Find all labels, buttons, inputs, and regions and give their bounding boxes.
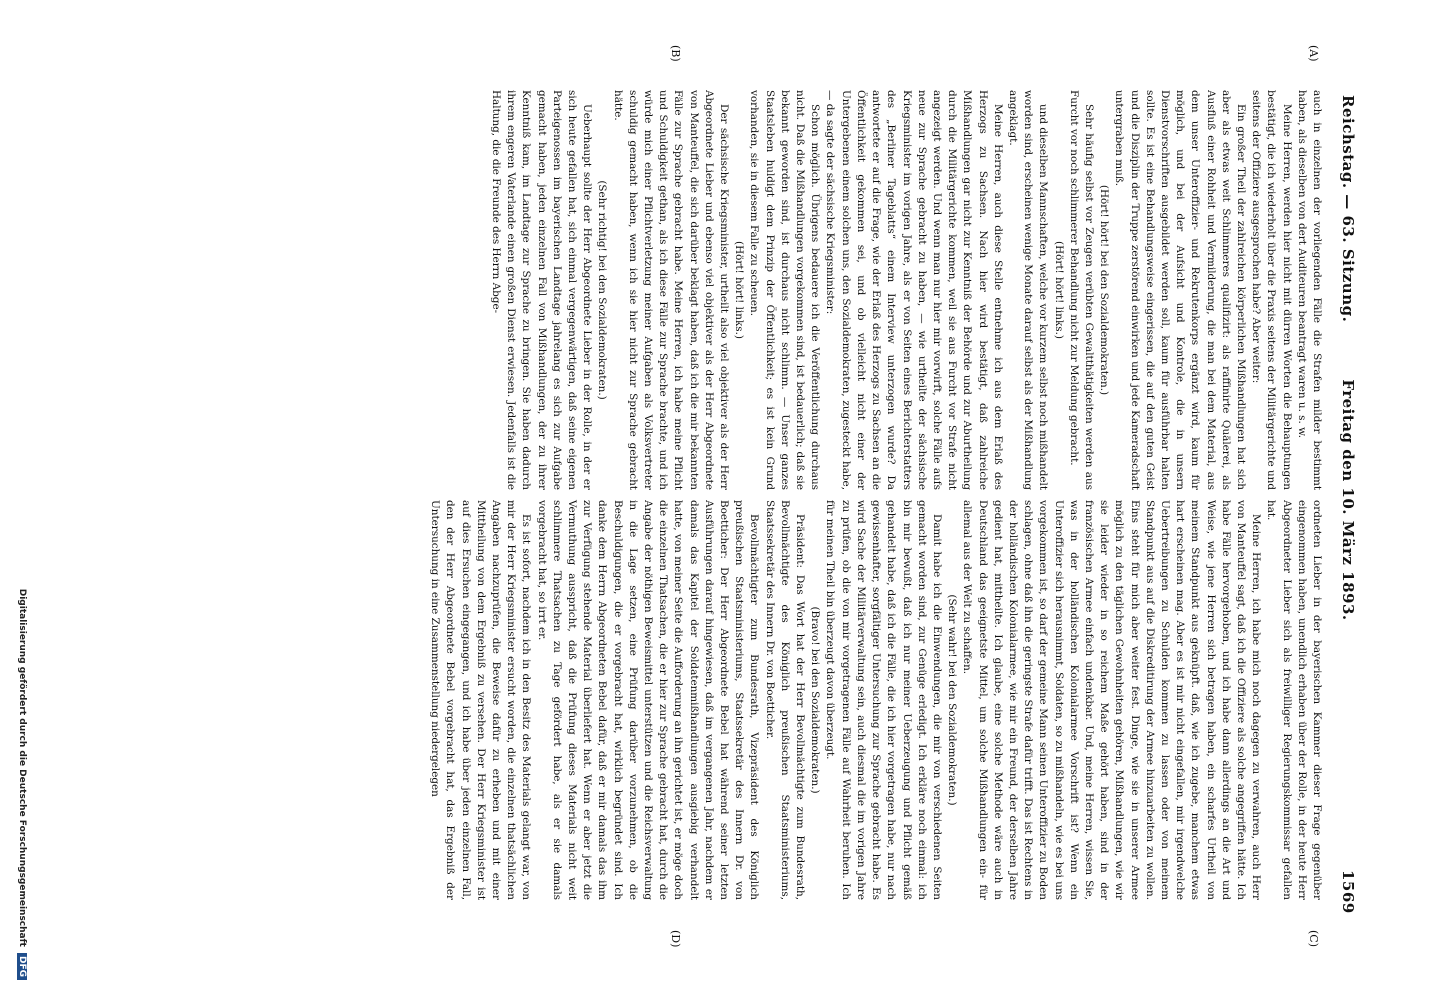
paragraph: Präsident: Das Wort hat der Herr Bevollmächtigte zum Bundesrath, Bevollmächtigte des Königlich preußischen Staatsministeriums, Staatssekretär des Innern Dr. von Boetticher. bbox=[763, 500, 807, 900]
paragraph: Meine Herren, auch diese Stelle entnehme ich aus dem Erlaß des Herzogs zu Sachsen. Nach hier wird bestätigt, daß zahlreiche Mißhandlungen gar nicht zur Kenntniß der Behörde und zur Aburtheilung durch die Militärgerichte kommen, weil sie aus Furcht vor Strafe nicht angezeigt werden. Und wenn man nur hier mir vorwirft, solche Fälle aufs neue zur Sprache gebracht zu haben, — wie urtheilte der sächsische Kriegsminister im vorigen Jahre, als er von Seiten eines Berichterstatters des „Berliner Tageblatts“ einem Interview unterzogen wurde? Da antwortete er auf die Frage, wie der Erlaß des Herzogs zu Sachsen an die Öffentlichkeit gekommen sei, und ob vielleicht nicht einer der Untergebenen einem solchen uns, den Sozialdemokraten, zugesteckt habe, — da sagte der sächsische Kriegsminister: bbox=[824, 90, 1004, 490]
paragraph: Damit habe ich die Einwendungen, die mir von verschiedenen Seiten gemacht worden sind, zur Genüge erledigt. Ich erkläre noch einmal: ich bin mir bewußt, daß ich nur meiner Ueberzeugung und Pflicht gemäß gehandelt habe, daß ich die Fälle, die ich hier vorgetragen habe, nur nach gewissenhafter, sorgfältiger Untersuchung zur Sprache gebracht habe. Es wird Sache der Militärverwaltung sein, auch diesmal die im vorigen Jahre zu prüfen, ob die von mir vorgetragenen Fälle auf Wahrheit beruhen. Ich für meinen Theil bin überzeugt davon überzeugt. bbox=[824, 500, 943, 900]
paragraph: Schon möglich. Übrigens bedauere ich die Veröffentlichung durchaus nicht. Daß die Mißhandlungen vorgekommen sind, ist bedauerlich; daß sie bekannt geworden sind, ist durchaus nicht schlimm. — Unser ganzes Staatsleben huldigt dem Prinzip der Öffentlichkeit; es ist kein Grund vorhanden, sie in diesem Falle zu scheuen. bbox=[748, 90, 822, 490]
text-column-right bbox=[427, 500, 1324, 900]
running-head-date: Freitag den 10. März 1893. bbox=[1339, 379, 1357, 621]
interjection: (Hört! hört! links.) bbox=[733, 241, 746, 339]
paragraph: Der sächsische Kriegsminister, urtheilt also viel objektiver als der Herr Abgeordnete Lieber und ebenso viel objektiver als der Herr Abgeordnete von Manteuffel, die sich darüber beklagt haben, daß ich die mir bekannten Fälle zur Sprache gebracht habe. Meine Herren, ich habe meine Pflicht und Schuldigkeit gethan, als ich diese Fälle zur Sprache brachte, und ich würde mich einer Pflichtverletzung meiner Aufgaben als Volksvertreter schuldig gemacht haben, wenn ich sie hier nicht zur Sprache gebracht hätte. bbox=[611, 90, 731, 490]
margin-marker-a: (A) bbox=[1307, 45, 1320, 62]
credit-text: Digitalisierung gefördert durch die Deutsche Forschungsgemeinschaft bbox=[17, 588, 27, 947]
paragraph: ordneten Lieber in der bayerischen Kammer dieser Frage gegenüber eingenommen haben, unendlich erhaben über der Rolle, in der heute Herr Abgeordneter Lieber sich als freiwilliger Regierungskommissar gefallen hat. bbox=[1265, 500, 1323, 900]
text-column-left bbox=[488, 90, 1324, 490]
interjection: (Sehr richtig! bei den Sozialdemokraten.) bbox=[596, 180, 609, 400]
interjection: (Sehr wahr! bei den Sozialdemokraten.) bbox=[946, 594, 959, 806]
paragraph: Bevollmächtigter zum Bundesrath, Vizepräsident des Königlich preußischen Staatsministeriums, Staatssekretär des Innern Dr. von Boetticher: Der Herr Abgeordnete Bebel hat während seiner letzten Ausführungen darauf hingewiesen, daß im vergangenen Jahr, nachdem er damals das Kapitel der Soldatenmißhandlungen ausgiebig verhandelt hatte, von meiner Seite die Aufforderung an ihn gerichtet ist, er möge doch die einzelnen Thatsachen, die er hier zur Sprache gebracht hat, durch die Angabe der nöthigen Beweismittel unterstützen und die Reichsverwaltung in die Lage setzen, eine Prüfung darüber vorzunehmen, ob die Beschuldigungen, die er vorgebracht hat, wirklich begründet sind. Ich danke dem Herrn Abgeordneten Bebel dafür, daß er mir damals das ihm zur Verfügung stehende Material überliefert hat. Wenn er aber jetzt die Vermuthung ausspricht, daß die Prüfung dieses Materials nicht weit schlimmere Thatsachen zu Tage gefördert habe, als er sie damals vorgebracht hat, so irrt er. bbox=[535, 500, 761, 900]
page-number: 1569 bbox=[1339, 870, 1357, 914]
digitization-credit bbox=[17, 20, 27, 980]
paragraph: Meine Herren, werden hier nicht mit dürren Worten die Behauptungen bestätigt, die ich wiederholt über die Praxis seitens der Militärgerichte und seitens der Offiziere ausgesprochen habe? Aber weiter: bbox=[1250, 90, 1293, 490]
paragraph: und dieselben Mannschaften, welche vor kurzem selbst noch mißhandelt worden sind, erscheinen wenige Monate darauf selbst als der Mißhandlung angeklagt. bbox=[1006, 90, 1050, 490]
margin-marker-d: (D) bbox=[669, 930, 682, 948]
interjection: (Bravo! bei den Sozialdemokraten.) bbox=[809, 606, 822, 794]
paragraph: Es ist sofort, nachdem ich in den Besitz des Materials gelangt war, von mir der Herr Kriegsminister ersucht worden, die einzelnen thatsächlichen Angaben nachzuprüfen, die Beweise dafür zu erheben und mit einer Mittheilung von dem Ergebniß zu versehen. Der Herr Kriegsminister ist auf dies Ersuchen eingegangen, und ich habe über jeden einzelnen Fall, den der Herr Abgeordnete Bebel vorgebracht hat, das Ergebniß der Untersuchung in eine Zusammenstellung niedergelegen bbox=[429, 500, 533, 900]
paragraph: Ein großer Theil der zahlreichen körperlichen Mißhandlungen hat sich aber als etwas weit Schlimmeres qualifizirt: als raffinirte Quälerei, als Ausfluß einer Rohheit und Vermilderung, die man bei dem Material, aus dem unser Unteroffizier- und Rekrutenkorps ergänzt wird, kaum für möglich, und bei der Aufsicht und Kontrole, die in unsern Dienstvorschriften ausgebildet werden soll, kaum für ausführbar halten sollte. Es ist eine Behandlungsweise eingerissen, die auf den guten Geist und die Disziplin der Truppe zerstörend einwirken und jede Kameradschaft untergraben muß. bbox=[1113, 90, 1247, 490]
paragraph: Sehr häufig selbst vor Zeugen verübten Gewaltthätigkeiten werden aus Furcht vor noch schlimmerer Behandlung nicht zur Meldung gebracht. bbox=[1067, 90, 1095, 490]
margin-marker-b: (B) bbox=[669, 45, 682, 62]
dfg-logo: DFG bbox=[17, 953, 27, 980]
paragraph: auch in einzelnen der vorliegenden Fälle die Strafen milder bestimmt haben, als dieselben von dert Auditeuren beantragt waren u. s. w. bbox=[1295, 90, 1323, 490]
paragraph: Meine Herren, ich habe mich noch dagegen zu verwahren, auch Herr von Manteuffel sagt, daß ich die Offiziere als solche angegriffen hätte. Ich habe Fälle hervorgehoben, und ich habe dann allerdings an die Art und Weise, wie jene Herren sich betragen haben, ein scharfes Urtheil von meinem Standpunkt aus geknüpft. daß, wie ich zugebe, manchem etwas hart erscheinen mag. Aber es ist mir nicht eingefallen, mir irgendwelche Uebertreibungen zu Schulden kommen zu lassen oder von meinem Standpunkt aus auf die Diskreditirung der Armee hinzuarbeiten zu wollen. Eins steht für mich aber weiter fest. Dinge, wie sie in unserer Armee möglich zu den täglichen Gewohnheiten gehören, Mißhandlungen, wie wir sie leider wieder in so reichem Maße gehört haben, sind in der französischen Armee einfach undenkbar. Und, meine Herren, wissen Sie, was in der holländischen Kolonialarmee Vorschrift ist? Wenn ein Unteroffizier sich herausnimmt, Soldaten, so zu mißhandeln, wie es bei uns vorgekommen ist, so darf der gemeine Mann seinen Unteroffizier zu Boden schlagen, ohne daß ihn die geringste Strafe dafür trifft. Das ist Rechtens in der holländischen Kolonialarmee, wie mir ein Freund, der derselben Jahre gedient hat, mittheilte. Ich glaube, eine solche Methode wäre auch in Deutschland das geeignetste Mittel, um solche Mißhandlungen ein- für allemal aus der Welt zu schaffen. bbox=[961, 500, 1263, 900]
interjection: (Hört! hört! links.) bbox=[1052, 241, 1065, 339]
paragraph: Ueberhaupt sollte der Herr Abgeordnete Lieber in der Rolle, in der er sich heute gefallen hat, sich einmal vergegenwärtigen, daß seine eigenen Parteigenossen im bayerischen Landtage jahrelang es sich zur Aufgabe gemacht haben, jeden einzelnen Fall von Mißhandlungen, der zu ihrer Kenntniß kam, im Landtage zur Sprache zu bringen. Sie haben dadurch ihrem engeren Vaterlande einen großen Dienst erwiesen. Jedenfalls ist die Haltung, die die Freunde des Herrn Abge- bbox=[490, 90, 594, 490]
running-head-left: Reichstag. — 63. Sitzung. bbox=[1339, 95, 1357, 323]
margin-marker-c: (C) bbox=[1307, 930, 1320, 947]
interjection: (Hört! hört! bei den Sozialdemokraten.) bbox=[1098, 184, 1111, 396]
